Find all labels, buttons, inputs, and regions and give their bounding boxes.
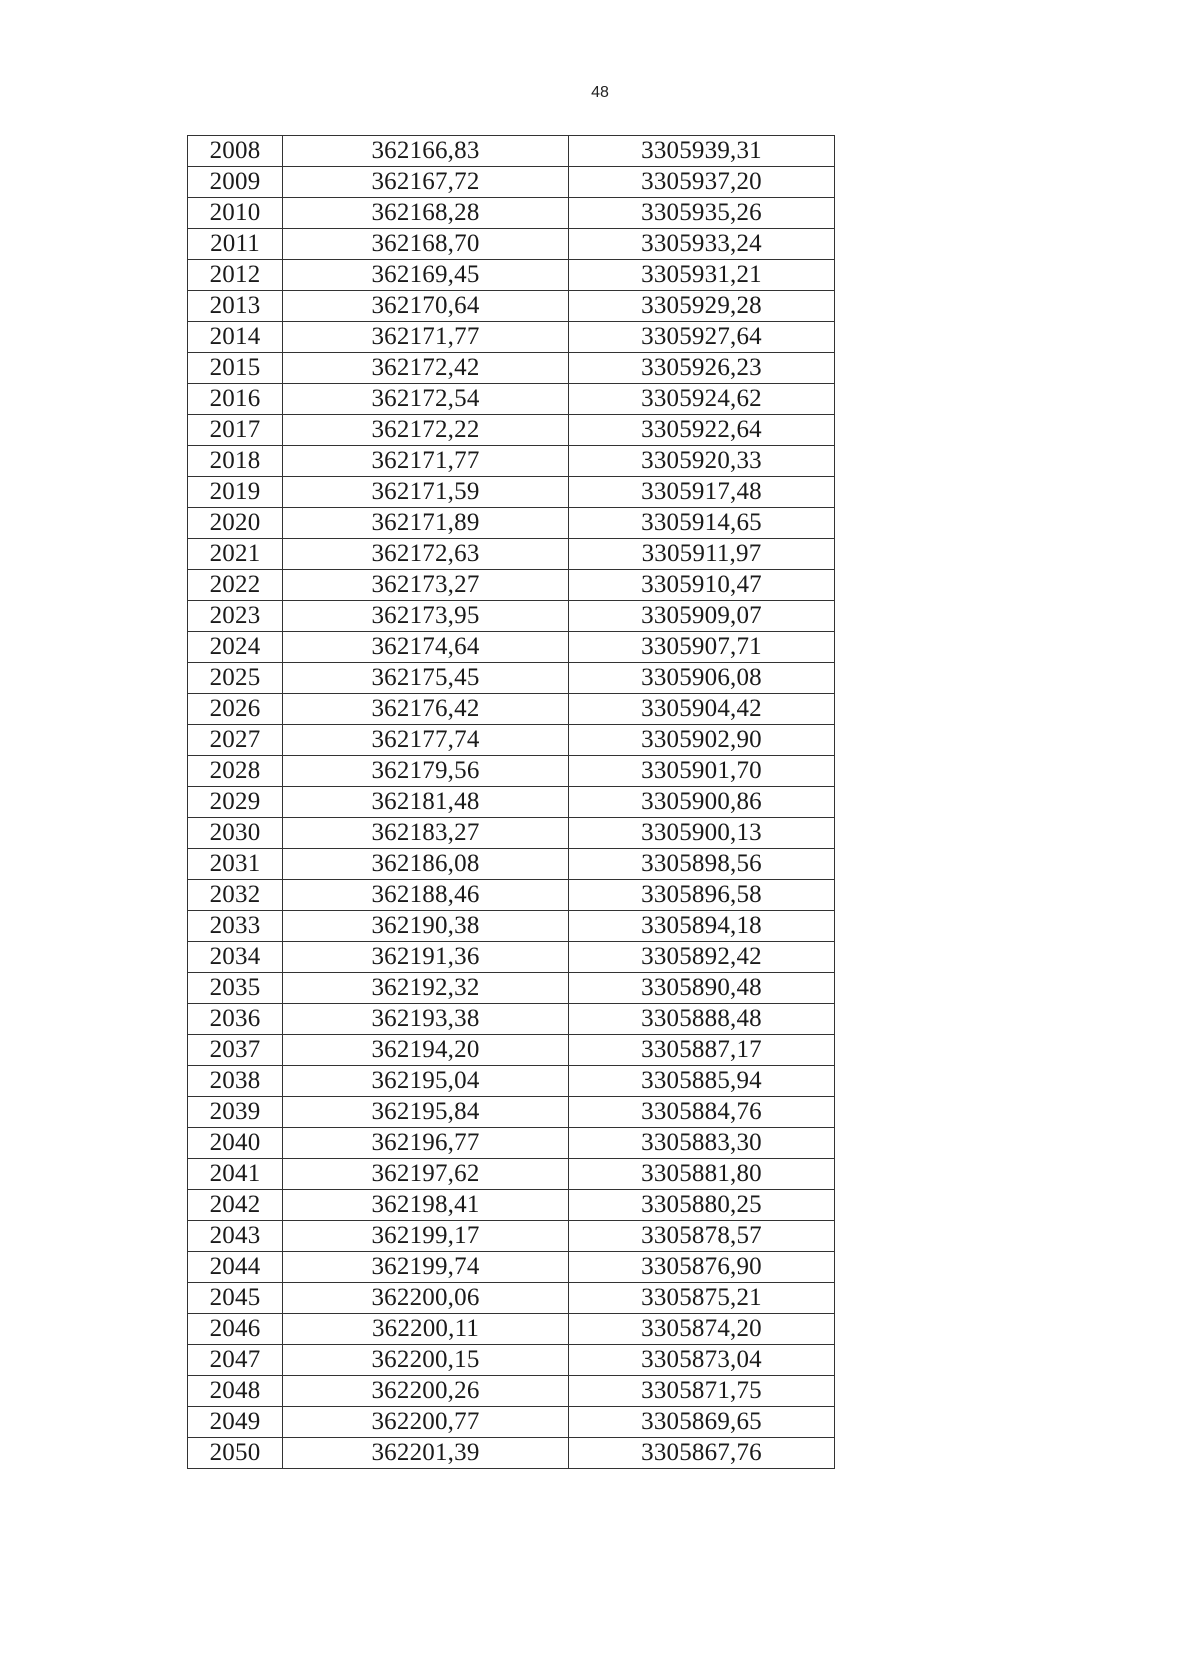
y-coordinate-cell: 3305920,33 <box>569 446 835 477</box>
y-coordinate-cell: 3305874,20 <box>569 1314 835 1345</box>
x-coordinate-cell: 362199,17 <box>283 1221 569 1252</box>
table-row <box>188 601 835 632</box>
y-coordinate-cell: 3305904,42 <box>569 694 835 725</box>
table-row <box>188 570 835 601</box>
x-coordinate-cell: 362179,56 <box>283 756 569 787</box>
point-number-cell: 2024 <box>188 632 283 663</box>
y-coordinate-cell: 3305926,23 <box>569 353 835 384</box>
table-row <box>188 756 835 787</box>
x-coordinate-cell: 362173,27 <box>283 570 569 601</box>
x-coordinate-cell: 362191,36 <box>283 942 569 973</box>
table-row <box>188 787 835 818</box>
x-coordinate-cell: 362194,20 <box>283 1035 569 1066</box>
point-number-cell: 2047 <box>188 1345 283 1376</box>
x-coordinate-cell: 362168,70 <box>283 229 569 260</box>
point-number-cell: 2042 <box>188 1190 283 1221</box>
y-coordinate-cell: 3305892,42 <box>569 942 835 973</box>
x-coordinate-cell: 362188,46 <box>283 880 569 911</box>
y-coordinate-cell: 3305900,13 <box>569 818 835 849</box>
table-row <box>188 539 835 570</box>
y-coordinate-cell: 3305880,25 <box>569 1190 835 1221</box>
table-row <box>188 973 835 1004</box>
x-coordinate-cell: 362200,26 <box>283 1376 569 1407</box>
x-coordinate-cell: 362200,11 <box>283 1314 569 1345</box>
table-row <box>188 167 835 198</box>
y-coordinate-cell: 3305924,62 <box>569 384 835 415</box>
table-row <box>188 136 835 167</box>
table-row <box>188 663 835 694</box>
y-coordinate-cell: 3305939,31 <box>569 136 835 167</box>
x-coordinate-cell: 362173,95 <box>283 601 569 632</box>
table-row <box>188 818 835 849</box>
point-number-cell: 2021 <box>188 539 283 570</box>
y-coordinate-cell: 3305896,58 <box>569 880 835 911</box>
x-coordinate-cell: 362198,41 <box>283 1190 569 1221</box>
y-coordinate-cell: 3305876,90 <box>569 1252 835 1283</box>
point-number-cell: 2040 <box>188 1128 283 1159</box>
x-coordinate-cell: 362172,22 <box>283 415 569 446</box>
y-coordinate-cell: 3305871,75 <box>569 1376 835 1407</box>
point-number-cell: 2014 <box>188 322 283 353</box>
table-row <box>188 1221 835 1252</box>
x-coordinate-cell: 362200,15 <box>283 1345 569 1376</box>
x-coordinate-cell: 362183,27 <box>283 818 569 849</box>
y-coordinate-cell: 3305907,71 <box>569 632 835 663</box>
y-coordinate-cell: 3305902,90 <box>569 725 835 756</box>
point-number-cell: 2041 <box>188 1159 283 1190</box>
table-row <box>188 1283 835 1314</box>
x-coordinate-cell: 362171,77 <box>283 446 569 477</box>
point-number-cell: 2011 <box>188 229 283 260</box>
point-number-cell: 2046 <box>188 1314 283 1345</box>
x-coordinate-cell: 362172,63 <box>283 539 569 570</box>
x-coordinate-cell: 362192,32 <box>283 973 569 1004</box>
point-number-cell: 2032 <box>188 880 283 911</box>
x-coordinate-cell: 362196,77 <box>283 1128 569 1159</box>
y-coordinate-cell: 3305931,21 <box>569 260 835 291</box>
y-coordinate-cell: 3305901,70 <box>569 756 835 787</box>
point-number-cell: 2048 <box>188 1376 283 1407</box>
table-row <box>188 446 835 477</box>
x-coordinate-cell: 362193,38 <box>283 1004 569 1035</box>
y-coordinate-cell: 3305917,48 <box>569 477 835 508</box>
table-row <box>188 942 835 973</box>
point-number-cell: 2028 <box>188 756 283 787</box>
y-coordinate-cell: 3305875,21 <box>569 1283 835 1314</box>
x-coordinate-cell: 362177,74 <box>283 725 569 756</box>
point-number-cell: 2025 <box>188 663 283 694</box>
table-row <box>188 1097 835 1128</box>
point-number-cell: 2039 <box>188 1097 283 1128</box>
y-coordinate-cell: 3305873,04 <box>569 1345 835 1376</box>
y-coordinate-cell: 3305906,08 <box>569 663 835 694</box>
table-body <box>188 136 835 1469</box>
point-number-cell: 2020 <box>188 508 283 539</box>
x-coordinate-cell: 362197,62 <box>283 1159 569 1190</box>
table-row <box>188 260 835 291</box>
y-coordinate-cell: 3305881,80 <box>569 1159 835 1190</box>
y-coordinate-cell: 3305929,28 <box>569 291 835 322</box>
table-row <box>188 415 835 446</box>
table-row <box>188 1252 835 1283</box>
x-coordinate-cell: 362186,08 <box>283 849 569 880</box>
x-coordinate-cell: 362175,45 <box>283 663 569 694</box>
point-number-cell: 2023 <box>188 601 283 632</box>
point-number-cell: 2016 <box>188 384 283 415</box>
point-number-cell: 2022 <box>188 570 283 601</box>
x-coordinate-cell: 362166,83 <box>283 136 569 167</box>
table-row <box>188 1438 835 1469</box>
point-number-cell: 2049 <box>188 1407 283 1438</box>
y-coordinate-cell: 3305909,07 <box>569 601 835 632</box>
y-coordinate-cell: 3305937,20 <box>569 167 835 198</box>
y-coordinate-cell: 3305927,64 <box>569 322 835 353</box>
table-row <box>188 353 835 384</box>
point-number-cell: 2044 <box>188 1252 283 1283</box>
y-coordinate-cell: 3305900,86 <box>569 787 835 818</box>
table-row <box>188 1190 835 1221</box>
point-number-cell: 2043 <box>188 1221 283 1252</box>
y-coordinate-cell: 3305885,94 <box>569 1066 835 1097</box>
x-coordinate-cell: 362172,42 <box>283 353 569 384</box>
x-coordinate-cell: 362176,42 <box>283 694 569 725</box>
y-coordinate-cell: 3305887,17 <box>569 1035 835 1066</box>
point-number-cell: 2027 <box>188 725 283 756</box>
point-number-cell: 2015 <box>188 353 283 384</box>
y-coordinate-cell: 3305890,48 <box>569 973 835 1004</box>
coordinates-table-container <box>187 135 831 1469</box>
x-coordinate-cell: 362200,77 <box>283 1407 569 1438</box>
table-row <box>188 322 835 353</box>
table-row <box>188 1128 835 1159</box>
y-coordinate-cell: 3305933,24 <box>569 229 835 260</box>
page-number: 48 <box>591 84 609 101</box>
x-coordinate-cell: 362172,54 <box>283 384 569 415</box>
point-number-cell: 2035 <box>188 973 283 1004</box>
x-coordinate-cell: 362200,06 <box>283 1283 569 1314</box>
point-number-cell: 2018 <box>188 446 283 477</box>
point-number-cell: 2026 <box>188 694 283 725</box>
table-row <box>188 1376 835 1407</box>
point-number-cell: 2038 <box>188 1066 283 1097</box>
point-number-cell: 2009 <box>188 167 283 198</box>
y-coordinate-cell: 3305914,65 <box>569 508 835 539</box>
table-row <box>188 849 835 880</box>
y-coordinate-cell: 3305922,64 <box>569 415 835 446</box>
table-row <box>188 384 835 415</box>
x-coordinate-cell: 362195,04 <box>283 1066 569 1097</box>
x-coordinate-cell: 362201,39 <box>283 1438 569 1469</box>
y-coordinate-cell: 3305878,57 <box>569 1221 835 1252</box>
point-number-cell: 2036 <box>188 1004 283 1035</box>
table-row <box>188 1314 835 1345</box>
y-coordinate-cell: 3305883,30 <box>569 1128 835 1159</box>
point-number-cell: 2017 <box>188 415 283 446</box>
table-row <box>188 1159 835 1190</box>
point-number-cell: 2010 <box>188 198 283 229</box>
table-row <box>188 694 835 725</box>
table-row <box>188 1035 835 1066</box>
point-number-cell: 2045 <box>188 1283 283 1314</box>
table-row <box>188 508 835 539</box>
x-coordinate-cell: 362174,64 <box>283 632 569 663</box>
table-row <box>188 229 835 260</box>
table-row <box>188 725 835 756</box>
coordinates-table <box>187 135 835 1469</box>
point-number-cell: 2008 <box>188 136 283 167</box>
table-row <box>188 1407 835 1438</box>
x-coordinate-cell: 362171,77 <box>283 322 569 353</box>
y-coordinate-cell: 3305869,65 <box>569 1407 835 1438</box>
point-number-cell: 2013 <box>188 291 283 322</box>
x-coordinate-cell: 362167,72 <box>283 167 569 198</box>
y-coordinate-cell: 3305867,76 <box>569 1438 835 1469</box>
x-coordinate-cell: 362171,89 <box>283 508 569 539</box>
point-number-cell: 2012 <box>188 260 283 291</box>
table-row <box>188 477 835 508</box>
point-number-cell: 2033 <box>188 911 283 942</box>
point-number-cell: 2031 <box>188 849 283 880</box>
x-coordinate-cell: 362190,38 <box>283 911 569 942</box>
point-number-cell: 2029 <box>188 787 283 818</box>
point-number-cell: 2050 <box>188 1438 283 1469</box>
table-row <box>188 1066 835 1097</box>
table-row <box>188 1345 835 1376</box>
point-number-cell: 2034 <box>188 942 283 973</box>
x-coordinate-cell: 362168,28 <box>283 198 569 229</box>
point-number-cell: 2030 <box>188 818 283 849</box>
table-row <box>188 911 835 942</box>
y-coordinate-cell: 3305935,26 <box>569 198 835 229</box>
y-coordinate-cell: 3305884,76 <box>569 1097 835 1128</box>
x-coordinate-cell: 362171,59 <box>283 477 569 508</box>
y-coordinate-cell: 3305894,18 <box>569 911 835 942</box>
table-row <box>188 291 835 322</box>
x-coordinate-cell: 362195,84 <box>283 1097 569 1128</box>
x-coordinate-cell: 362170,64 <box>283 291 569 322</box>
table-row <box>188 1004 835 1035</box>
point-number-cell: 2037 <box>188 1035 283 1066</box>
table-row <box>188 632 835 663</box>
y-coordinate-cell: 3305911,97 <box>569 539 835 570</box>
y-coordinate-cell: 3305910,47 <box>569 570 835 601</box>
x-coordinate-cell: 362181,48 <box>283 787 569 818</box>
point-number-cell: 2019 <box>188 477 283 508</box>
y-coordinate-cell: 3305898,56 <box>569 849 835 880</box>
y-coordinate-cell: 3305888,48 <box>569 1004 835 1035</box>
x-coordinate-cell: 362169,45 <box>283 260 569 291</box>
table-row <box>188 198 835 229</box>
x-coordinate-cell: 362199,74 <box>283 1252 569 1283</box>
table-row <box>188 880 835 911</box>
